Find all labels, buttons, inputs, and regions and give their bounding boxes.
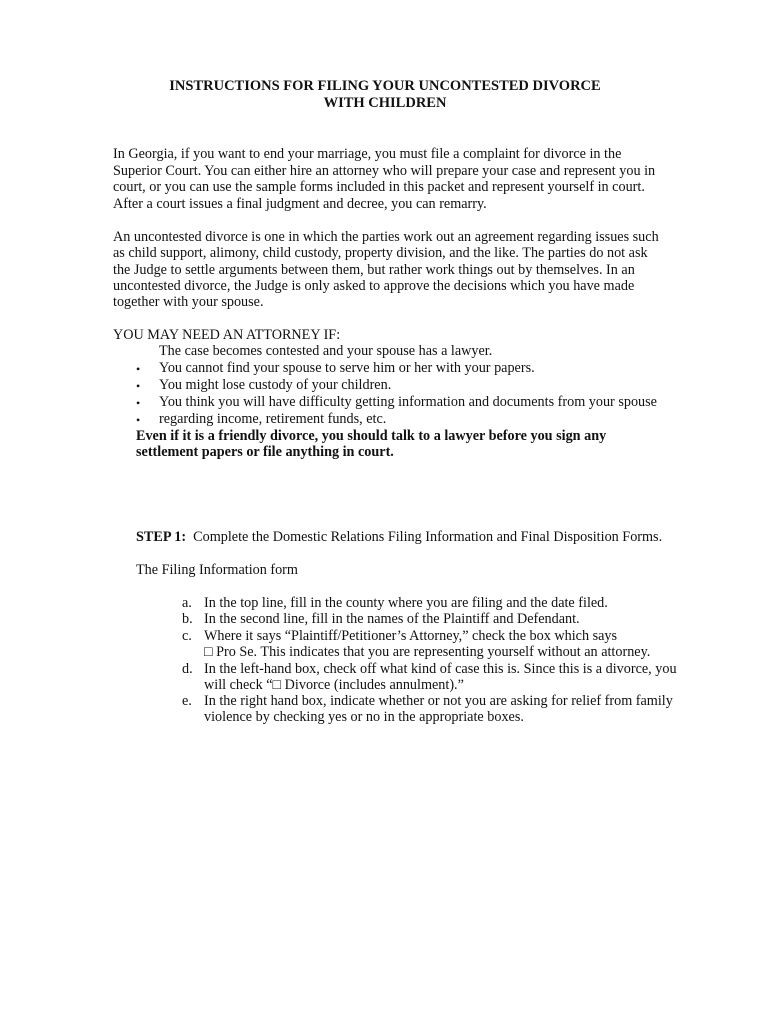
filing-step-text: □ Pro Se. This indicates that you are representing yourself without an attorney. [204, 644, 651, 660]
document-title-line-1: INSTRUCTIONS FOR FILING YOUR UNCONTESTED DIVORCE [169, 78, 601, 94]
paragraph-line: In Georgia, if you want to end your marriage, you must file a complaint for divorce in the [113, 146, 622, 162]
paragraph-line: court, or you can use the sample forms included in this packet and represent yourself in court. [113, 179, 645, 195]
list-marker: d. [182, 661, 193, 677]
attorney-reason-item: You cannot find your spouse to serve him or her with your papers. [159, 360, 535, 376]
filing-step-text: In the right hand box, indicate whether or not you are asking for relief from family [204, 693, 673, 709]
filing-step-text: In the top line, fill in the county where you are filing and the date filed. [204, 595, 608, 611]
paragraph-line: as child support, alimony, child custody, property division, and the like. The parties do not ask [113, 245, 648, 261]
paragraph-line: Superior Court. You can either hire an attorney who will prepare your case and represent you in [113, 163, 656, 179]
filing-step-text: In the second line, fill in the names of the Plaintiff and Defendant. [204, 611, 580, 627]
list-marker: a. [182, 595, 192, 611]
filing-step-text: will check “□ Divorce (includes annulment).” [204, 677, 464, 693]
lawyer-warning-line: Even if it is a friendly divorce, you should talk to a lawyer before you sign any [136, 428, 607, 444]
attorney-section-heading: YOU MAY NEED AN ATTORNEY IF: [113, 327, 341, 343]
filing-step-text: violence by checking yes or no in the appropriate boxes. [204, 709, 524, 725]
step-1-heading [136, 529, 662, 546]
document-title-line-2: WITH CHILDREN [323, 95, 447, 111]
attorney-reason-item: You might lose custody of your children. [159, 377, 392, 393]
bullet-icon: • [136, 413, 141, 427]
paragraph-line: the Judge to settle arguments between them, but rather work things out by themselves. In an [113, 262, 635, 278]
step-1-text: Complete the Domestic Relations Filing Information and Final Disposition Forms. [193, 529, 663, 545]
bullet-icon: • [136, 362, 141, 376]
attorney-reason-item: You think you will have difficulty getting information and documents from your spouse [159, 394, 657, 410]
list-marker: b. [182, 611, 193, 627]
paragraph-line: An uncontested divorce is one in which the parties work out an agreement regarding issues such [113, 229, 659, 245]
paragraph-line: uncontested divorce, the Judge is only asked to approve the decisions which you have made [113, 278, 635, 294]
bullet-icon: • [136, 396, 141, 410]
filing-info-heading: The Filing Information form [136, 562, 298, 578]
list-marker: e. [182, 693, 192, 709]
bullet-icon: • [136, 379, 141, 393]
step-1-label: STEP 1: [136, 529, 187, 545]
lawyer-warning-line: settlement papers or file anything in court. [136, 444, 394, 460]
paragraph-line: After a court issues a final judgment and decree, you can remarry. [113, 196, 487, 212]
paragraph-line: together with your spouse. [113, 294, 264, 310]
attorney-reason-item: The case becomes contested and your spouse has a lawyer. [159, 343, 493, 359]
list-marker: c. [182, 628, 192, 644]
filing-step-text: In the left-hand box, check off what kind of case this is. Since this is a divorce, you [204, 661, 677, 677]
filing-step-text: Where it says “Plaintiff/Petitioner’s Attorney,” check the box which says [204, 628, 618, 644]
attorney-reason-item: regarding income, retirement funds, etc. [159, 411, 387, 427]
